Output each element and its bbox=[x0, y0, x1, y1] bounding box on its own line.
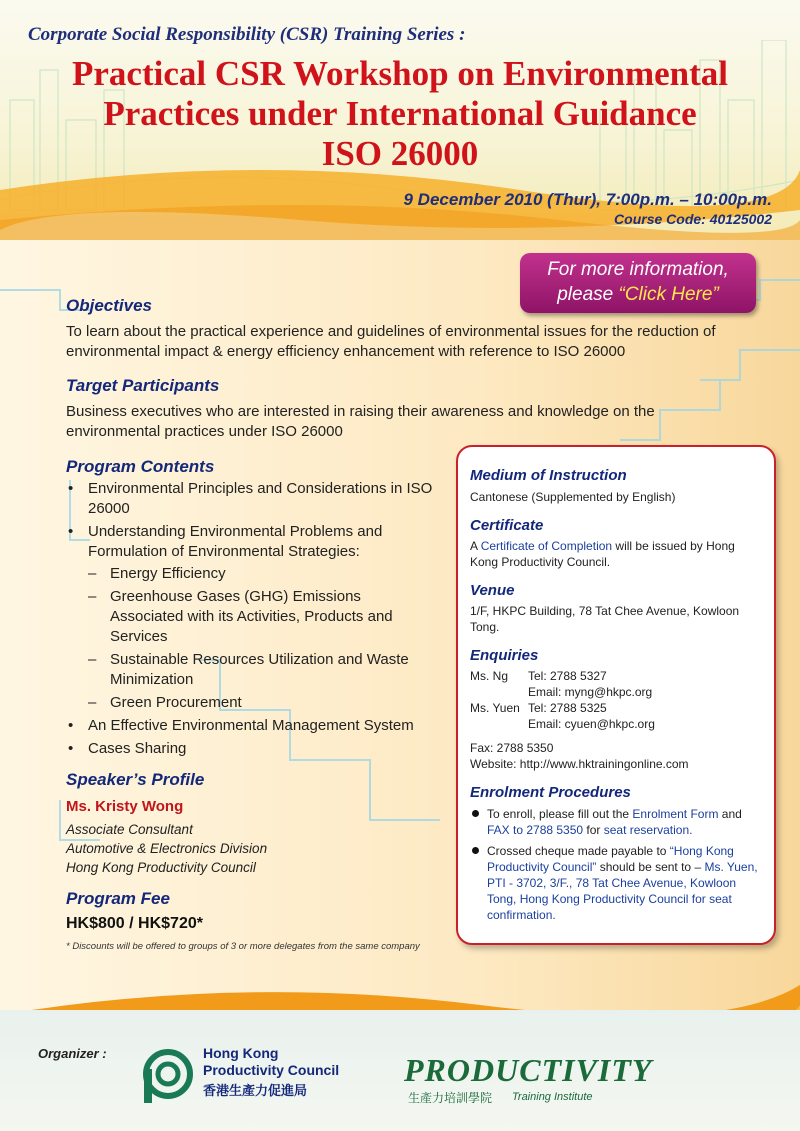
enrolment-heading: Enrolment Procedures bbox=[470, 784, 631, 801]
pti-name-en: Training Institute bbox=[512, 1091, 593, 1103]
program-subitem: – Energy Efficiency bbox=[88, 564, 434, 584]
title-line-2: Practices under International Guidance bbox=[103, 94, 697, 133]
fee-heading: Program Fee bbox=[66, 889, 170, 908]
medium-text: Cantonese (Supplemented by English) bbox=[470, 490, 676, 504]
speaker-name: Ms. Kristy Wong bbox=[66, 798, 184, 815]
program-item: • Environmental Principles and Considerations in ISO 26000 bbox=[64, 479, 434, 519]
speaker-details bbox=[66, 820, 267, 877]
enrolment-form-link[interactable]: Enrolment Form bbox=[632, 807, 719, 821]
hkpc-name-zh: 香港生產力促進局 bbox=[203, 1083, 308, 1098]
details-box bbox=[456, 445, 776, 945]
pti-name-zh: 生產力培訓學院 bbox=[408, 1091, 493, 1105]
program-list bbox=[64, 479, 434, 762]
contact-row: Ms. Yuen Tel: 2788 5325 bbox=[470, 701, 607, 715]
footer bbox=[0, 1010, 800, 1131]
venue-heading: Venue bbox=[470, 582, 515, 599]
pti-logo: PRODUCTIVITY bbox=[404, 1052, 653, 1088]
hkpc-name-en: Hong Kong Productivity Council bbox=[203, 1045, 340, 1078]
enrolment-step: Crossed cheque made payable to “Hong Kong Productivity Council” should be sent to – Ms. Yuen, PTI - 3702, 3/F., 78 Tat Chee Avenue, Kowloon Tong, Hong Kong Productivity Council for seat confirmation. bbox=[470, 843, 762, 923]
target-text: Business executives who are interested in raising their awareness and knowledge on the environmental practices under ISO 26000 bbox=[66, 403, 655, 440]
enrolment-list bbox=[470, 806, 762, 923]
more-info-line-1: For more information, bbox=[547, 259, 729, 280]
program-subitem: – Sustainable Resources Utilization and Waste Minimization bbox=[88, 650, 434, 690]
event-date: 9 December 2010 (Thur), 7:00p.m. – 10:00p.m. bbox=[403, 190, 772, 209]
title-line-1: Practical CSR Workshop on Environmental bbox=[72, 54, 728, 93]
contact-row: Ms. Ng Tel: 2788 5327 bbox=[470, 669, 607, 683]
contact-row: Email: cyuen@hkpc.org bbox=[528, 717, 655, 731]
program-heading: Program Contents bbox=[66, 457, 215, 476]
organizer-label: Organizer : bbox=[38, 1046, 107, 1061]
venue-text: 1/F, HKPC Building, 78 Tat Chee Avenue, Kowloon Tong. bbox=[470, 604, 740, 634]
objectives-heading: Objectives bbox=[66, 296, 152, 315]
program-item: • An Effective Environmental Management System bbox=[64, 716, 434, 736]
program-item: • Understanding Environmental Problems and Formulation of Environmental Strategies: – Energy Efficiency – Greenhouse Gases (GHG) Emissions Associated with its Activities, Products and Services – Sustainable Resources Utilization and Waste Minimization – Green Procurement bbox=[64, 522, 434, 713]
fax-number: Fax: 2788 5350 bbox=[470, 741, 554, 755]
series-label: Corporate Social Responsibility (CSR) Training Series : bbox=[28, 24, 466, 45]
target-heading: Target Participants bbox=[66, 376, 220, 395]
certificate-text: A Certificate of Completion will be issued by Hong Kong Productivity Council. bbox=[470, 539, 735, 569]
program-subitem: – Green Procurement bbox=[88, 693, 434, 713]
website-link[interactable]: Website: http://www.hktrainingonline.com bbox=[470, 757, 689, 771]
speaker-organization: Hong Kong Productivity Council bbox=[66, 860, 256, 875]
hkpc-logo-icon bbox=[140, 1045, 196, 1103]
contact-row: Email: myng@hkpc.org bbox=[528, 685, 653, 699]
fee-note: * Discounts will be offered to groups of 3 or more delegates from the same company bbox=[66, 941, 420, 952]
enrolment-step: To enroll, please fill out the Enrolment Form and FAX to 2788 5350 for seat reservation. bbox=[470, 806, 762, 838]
certificate-heading: Certificate bbox=[470, 517, 544, 534]
fee-amount: HK$800 / HK$720* bbox=[66, 915, 203, 932]
medium-heading: Medium of Instruction bbox=[470, 467, 627, 484]
objectives-text: To learn about the practical experience and guidelines of environmental issues for the reduction of environmental impact & energy efficiency enhancement with reference to ISO 26000 bbox=[66, 323, 716, 360]
program-item: • Cases Sharing bbox=[64, 739, 434, 759]
more-info-button[interactable] bbox=[520, 253, 756, 313]
click-here-link[interactable]: “Click Here” bbox=[618, 284, 719, 305]
certificate-link[interactable]: Certificate of Completion bbox=[480, 539, 613, 553]
speaker-division: Automotive & Electronics Division bbox=[66, 841, 268, 856]
speaker-title: Associate Consultant bbox=[66, 822, 193, 837]
course-code: Course Code: 40125002 bbox=[614, 211, 772, 227]
speaker-heading: Speaker’s Profile bbox=[66, 770, 205, 789]
title-line-3: ISO 26000 bbox=[321, 134, 479, 173]
more-info-prefix: please bbox=[557, 284, 619, 305]
enquiries-table bbox=[470, 668, 655, 732]
enquiries-heading: Enquiries bbox=[470, 647, 539, 664]
program-subitem: – Greenhouse Gases (GHG) Emissions Associated with its Activities, Products and Services bbox=[88, 587, 434, 647]
